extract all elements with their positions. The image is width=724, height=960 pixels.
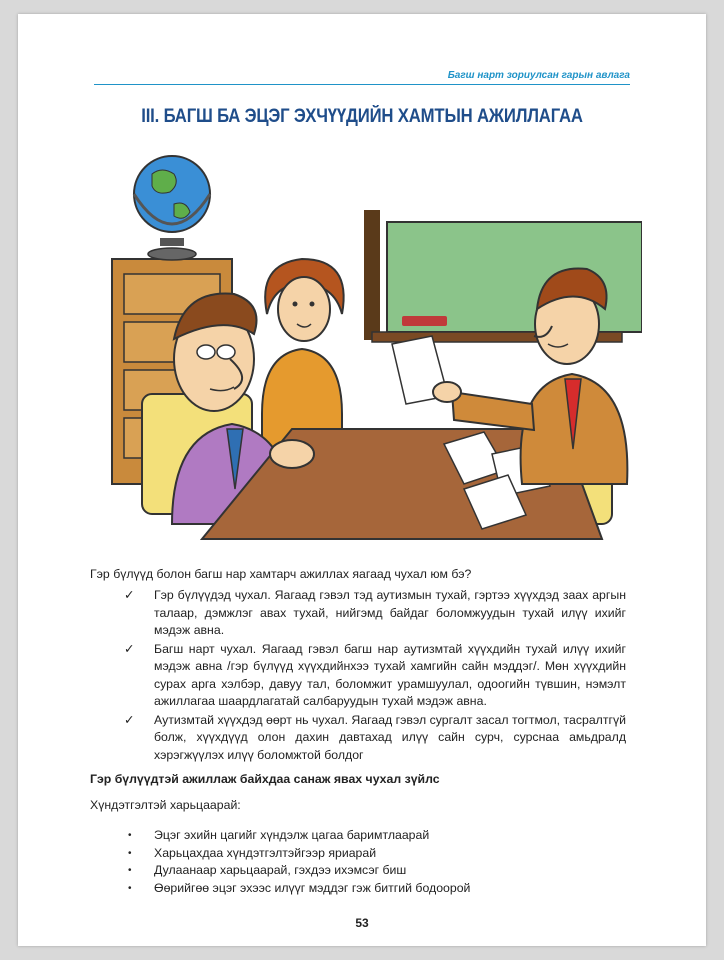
list-item: • Өөрийгөө эцэг эхээс илүүг мэддэг гэж битгий бодоорой xyxy=(90,880,626,898)
globe-icon xyxy=(134,156,210,232)
list-item: • Харьцахдаа хүндэтгэлтэйгээр яриарай xyxy=(90,845,626,863)
question-text: Гэр бүлүүд болон багш нар хамтарч ажиллах яагаад чухал юм бэ? xyxy=(90,567,472,581)
list-item: ✓ Гэр бүлүүдэд чухал. Яагаад гэвэл тэд аутизмын тухай, гэртээ хүүхдэд заах аргын талаар, дэмжлэг авах тухай, нийгэмд байдаг боломжуудын тухай илүү ихийг мэдэж авна. xyxy=(124,588,626,637)
bullet-icon: • xyxy=(128,830,132,841)
list-item: • Эцэг эхийн цагийг хүндэлж цагаа баримтлаарай xyxy=(90,827,626,845)
parent-teacher-meeting-illustration xyxy=(102,144,642,544)
subheading: Хүндэтгэлтэй харьцаарай: xyxy=(90,798,241,812)
checkmark-icon: ✓ xyxy=(124,712,135,727)
bullet-icon: • xyxy=(128,847,132,859)
checkmark-icon: ✓ xyxy=(124,588,135,602)
page-number: 53 xyxy=(355,916,369,930)
bullet-icon: • xyxy=(128,865,132,876)
checkmark-list xyxy=(90,587,626,765)
board-stand xyxy=(364,210,380,340)
list-item: ✓ Аутизмтай хүүхдэд өөрт нь чухал. Яагаад гэвэл сургалт засал тогтмол, тасралтгүй болж, хүүхдүүд олон дахин давтахад илүү сайн сурч, сурснаа амьдралд хэрэгжүүлэх илүү боломжтой болдог xyxy=(124,712,626,762)
header-rule xyxy=(94,84,630,85)
list-item: ✓ Багш нарт чухал. Яагаад гэвэл багш нар аутизмтай хүүхдийн тухай илүү ихийг мэдэж авна /гэр бүлүүд хүүхдийнхээ тухай хамгийн сайн мэддэг/. Мөн хүүхдийн сурах арга хэлбэр, давуу тал, боломжит урамшуулал, одоогийн түвшин, нэмэлт ажиллагаа шаардлагатай салбаруудын тухай мэдэж авна. xyxy=(124,641,626,708)
list-item: • Дулаанаар харьцаарай, гэхдээ ихэмсэг биш xyxy=(90,862,626,880)
bullet-list xyxy=(90,827,626,897)
running-header: Багш нарт зориулсан гарын авлага xyxy=(447,70,630,81)
section-heading: Гэр бүлүүдтэй ажиллаж байхдаа санаж явах чухал зүйлс xyxy=(90,772,440,786)
eraser xyxy=(402,316,447,326)
page-title: III. БАГШ БА ЭЦЭГ ЭХЧҮҮДИЙН ХАМТЫН АЖИЛЛАГАА xyxy=(141,106,583,127)
chalkboard xyxy=(387,222,642,332)
bullet-icon: • xyxy=(128,882,132,894)
document-page xyxy=(18,14,706,946)
checkmark-icon: ✓ xyxy=(124,641,135,656)
